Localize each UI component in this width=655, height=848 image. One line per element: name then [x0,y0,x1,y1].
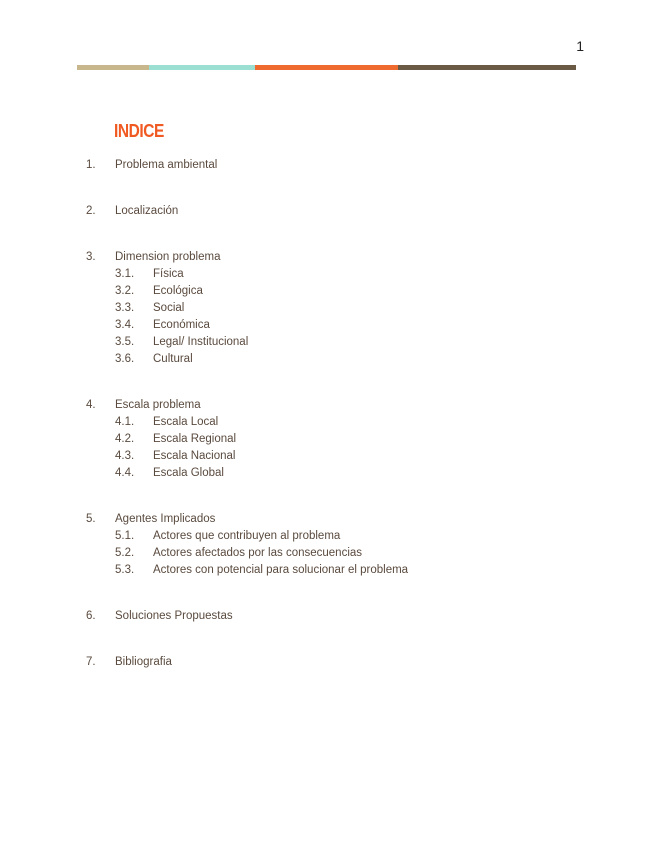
toc-subnumber: 5.2. [115,547,135,559]
toc-item [0,157,655,191]
toc-sublabel: Económica [153,319,210,331]
page-number: 1 [576,38,584,54]
toc-subentry [0,448,655,465]
toc-item [0,397,655,499]
toc-subnumber: 3.6. [115,353,135,365]
toc-label: Bibliografia [115,656,172,668]
toc-subentry [0,545,655,562]
toc-subnumber: 4.3. [115,450,135,462]
toc-subentry [0,465,655,482]
toc-subnumber: 3.2. [115,285,135,297]
header-color-bar [77,65,576,70]
toc-subnumber: 5.1. [115,530,135,542]
toc-entry [0,608,655,625]
toc-number: 3. [86,251,96,263]
toc-entry [0,397,655,414]
header-bar-segment [77,65,149,70]
toc-subentry [0,283,655,300]
toc-subentry [0,300,655,317]
toc-entry [0,157,655,174]
toc-number: 2. [86,205,96,217]
page-title: INDICE [114,121,164,141]
toc-label: Soluciones Propuestas [115,610,233,622]
toc-sublabel: Cultural [153,353,193,365]
toc-number: 4. [86,399,96,411]
toc-number: 5. [86,513,96,525]
toc-label: Escala problema [115,399,201,411]
toc-subnumber: 3.1. [115,268,135,280]
toc-sublabel: Social [153,302,185,314]
toc-entry [0,203,655,220]
toc-subnumber: 4.4. [115,467,135,479]
toc-sublabel: Ecológica [153,285,203,297]
toc-number: 1. [86,159,96,171]
toc-label: Localización [115,205,179,217]
toc-sublabel: Actores con potencial para solucionar el problema [153,564,409,576]
toc-sublabel: Escala Regional [153,433,237,445]
toc-item [0,203,655,237]
toc-item [0,511,655,596]
toc-subentry [0,431,655,448]
toc-sublabel: Física [153,268,184,280]
toc-subnumber: 4.2. [115,433,135,445]
toc-item [0,654,655,688]
header-bar-segment [398,65,576,70]
table-of-contents [0,157,655,700]
header-bar-segment [255,65,398,70]
toc-sublabel: Escala Nacional [153,450,236,462]
toc-item [0,608,655,642]
toc-label: Problema ambiental [115,159,218,171]
toc-sublabel: Escala Global [153,467,224,479]
toc-subnumber: 3.4. [115,319,135,331]
toc-sublabel: Actores afectados por las consecuencias [153,547,363,559]
toc-sublabel: Legal/ Institucional [153,336,249,348]
toc-subnumber: 5.3. [115,564,135,576]
toc-subnumber: 4.1. [115,416,135,428]
toc-sublabel: Escala Local [153,416,219,428]
toc-subentry [0,266,655,283]
header-bar-segment [149,65,255,70]
toc-sublabel: Actores que contribuyen al problema [153,530,341,542]
toc-entry [0,654,655,671]
toc-subentry [0,317,655,334]
toc-subentry [0,414,655,431]
toc-subentry [0,528,655,545]
toc-entry [0,249,655,266]
toc-subentry [0,562,655,579]
toc-subnumber: 3.5. [115,336,135,348]
toc-label: Dimension problema [115,251,221,263]
toc-subnumber: 3.3. [115,302,135,314]
toc-subentry [0,334,655,351]
toc-number: 6. [86,610,96,622]
toc-number: 7. [86,656,96,668]
toc-label: Agentes Implicados [115,513,216,525]
toc-entry [0,511,655,528]
toc-subentry [0,351,655,368]
toc-item [0,249,655,385]
